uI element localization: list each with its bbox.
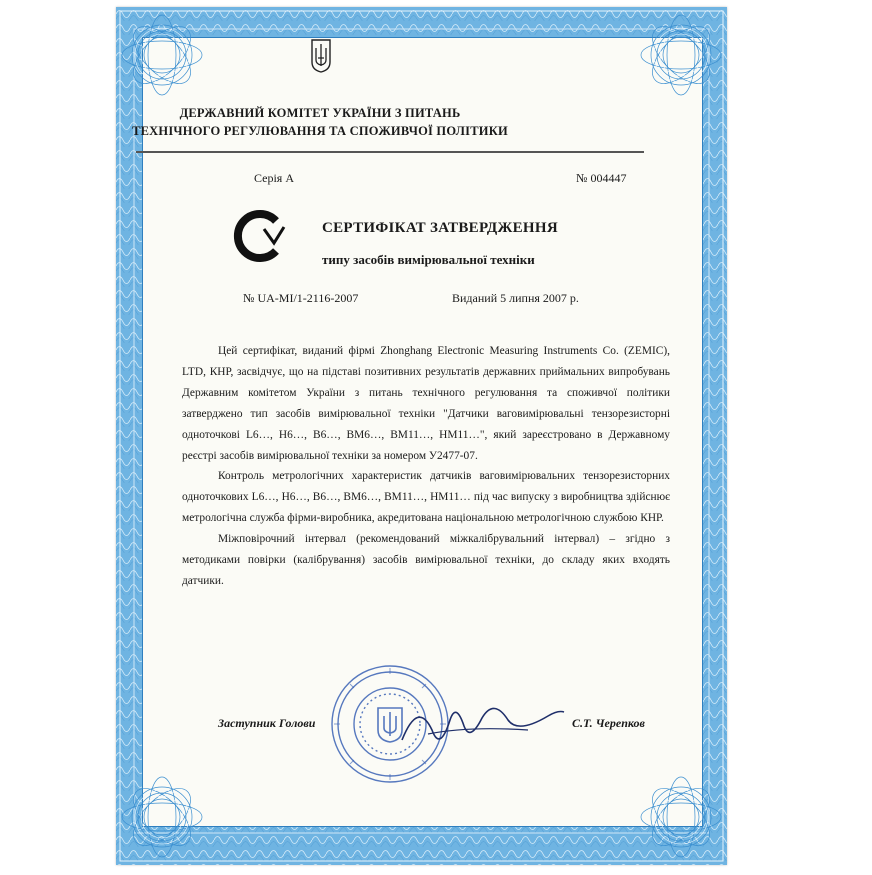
certificate-title: СЕРТИФІКАТ ЗАТВЕРДЖЕННЯ (322, 220, 558, 236)
body-paragraph: Міжповірочний інтервал (рекомендований міжкалібрувальний інтервал) – згідно з методиками повірки (калібрування) засобів вимірювальної техніки, до складу яких входять датчики. (182, 533, 670, 587)
conformity-mark-icon (230, 207, 288, 265)
signatory-role: Заступник Голови (218, 716, 316, 730)
certificate-subtitle: типу засобів вимірювальної техніки (322, 252, 535, 267)
certificate-number: № 004447 (576, 171, 627, 185)
signature-mark (398, 690, 568, 760)
trident-icon (310, 38, 332, 74)
signatory-name: С.Т. Черепков (572, 716, 645, 730)
registration-number: № UA-MI/1-2116-2007 (243, 291, 359, 305)
series-label: Серія А (254, 171, 294, 185)
body-paragraph: Цей сертифікат, виданий фірмі Zhonghang Electronic Measuring Instruments Co. (ZEMIC), LTD, КНР, засвідчує, що на підставі позитивних результатів державних приймальних випробувань Державним комітетом України з питань технічного регулювання та споживчої політики затверджено тип засобів вимірювальної техніки "Датчики ваговимірювальні тензорезисторні одноточкові L6…, H6…, B6…, BM6…, BM11…, HM11…", який зареєстровано в Державному реєстрі засобів вимірювальної техніки за номером У2477-07. (182, 345, 670, 462)
issue-date: Виданий 5 липня 2007 р. (452, 291, 579, 305)
authority-line-2: ТЕХНІЧНОГО РЕГУЛЮВАННЯ ТА СПОЖИВЧОЇ ПОЛІТИКИ (132, 124, 508, 138)
body-paragraph: Контроль метрологічних характеристик датчиків ваговимірювальних тензорезисторних одноточкових L6…, H6…, B6…, BM6…, BM11…, HM11… під час випуску з виробництва здійснює метрологічна служба фірми-виробника, акредитована національною метрологічною службою КНР. (182, 470, 670, 525)
corner-rosette (607, 745, 727, 865)
divider (136, 151, 644, 153)
certificate-body (182, 341, 670, 592)
corner-rosette (116, 745, 236, 865)
corner-rosette (607, 7, 727, 127)
authority-line-1: ДЕРЖАВНИЙ КОМІТЕТ УКРАЇНИ З ПИТАНЬ (179, 106, 461, 120)
